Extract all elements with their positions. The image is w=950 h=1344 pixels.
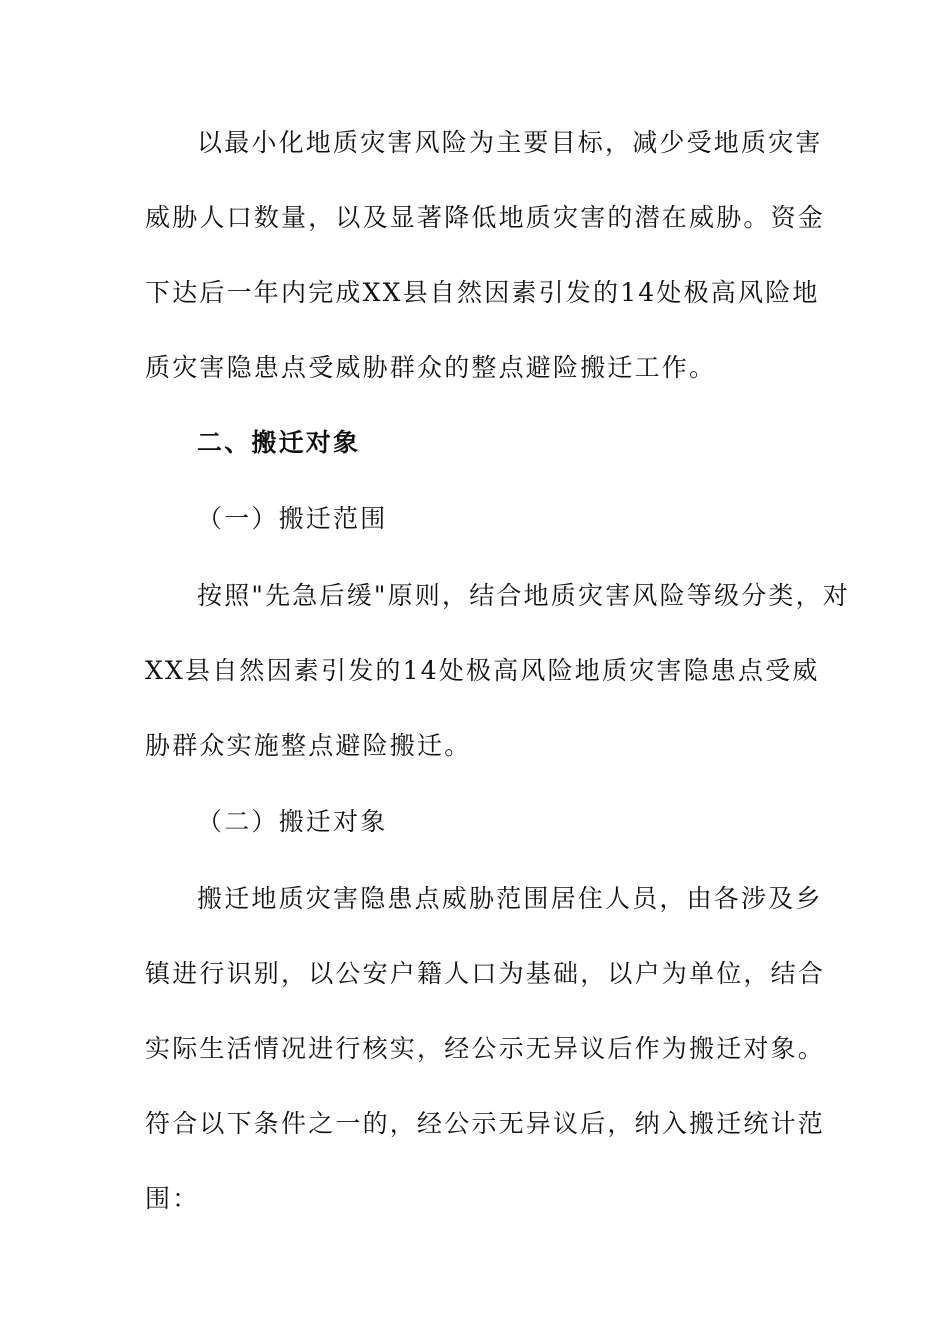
subsection-targets-heading: （二）搬迁对象	[197, 807, 388, 836]
targets-paragraph-line-3: 实际生活情况进行核实，经公示无异议后作为搬迁对象。	[145, 1034, 826, 1063]
targets-paragraph-line-4: 符合以下条件之一的，经公示无异议后，纳入搬迁统计范	[145, 1109, 826, 1138]
targets-paragraph-line-1: 搬迁地质灾害隐患点威胁范围居住人员，由各涉及乡	[197, 884, 823, 913]
scope-paragraph-line-2: XX县自然因素引发的14处极高风险地质灾害隐患点受威	[145, 656, 820, 685]
section-heading: 二、搬迁对象	[197, 428, 361, 457]
goal-paragraph-line-4: 质灾害隐患点受威胁群众的整点避险搬迁工作。	[145, 353, 717, 382]
scope-paragraph-line-1: 按照"先急后缓"原则，结合地质灾害风险等级分类，对	[197, 581, 851, 610]
goal-paragraph-line-2: 威胁人口数量，以及显著降低地质灾害的潜在威胁。资金	[145, 203, 826, 232]
targets-paragraph-line-5: 围：	[145, 1184, 200, 1213]
targets-paragraph-line-2: 镇进行识别，以公安户籍人口为基础，以户为单位，结合	[145, 959, 826, 988]
subsection-scope-heading: （一）搬迁范围	[197, 504, 388, 533]
scope-paragraph-line-3: 胁群众实施整点避险搬迁。	[145, 731, 472, 760]
goal-paragraph-line-3: 下达后一年内完成XX县自然因素引发的14处极高风险地	[145, 278, 820, 307]
goal-paragraph-line-1: 以最小化地质灾害风险为主要目标，减少受地质灾害	[197, 128, 823, 157]
